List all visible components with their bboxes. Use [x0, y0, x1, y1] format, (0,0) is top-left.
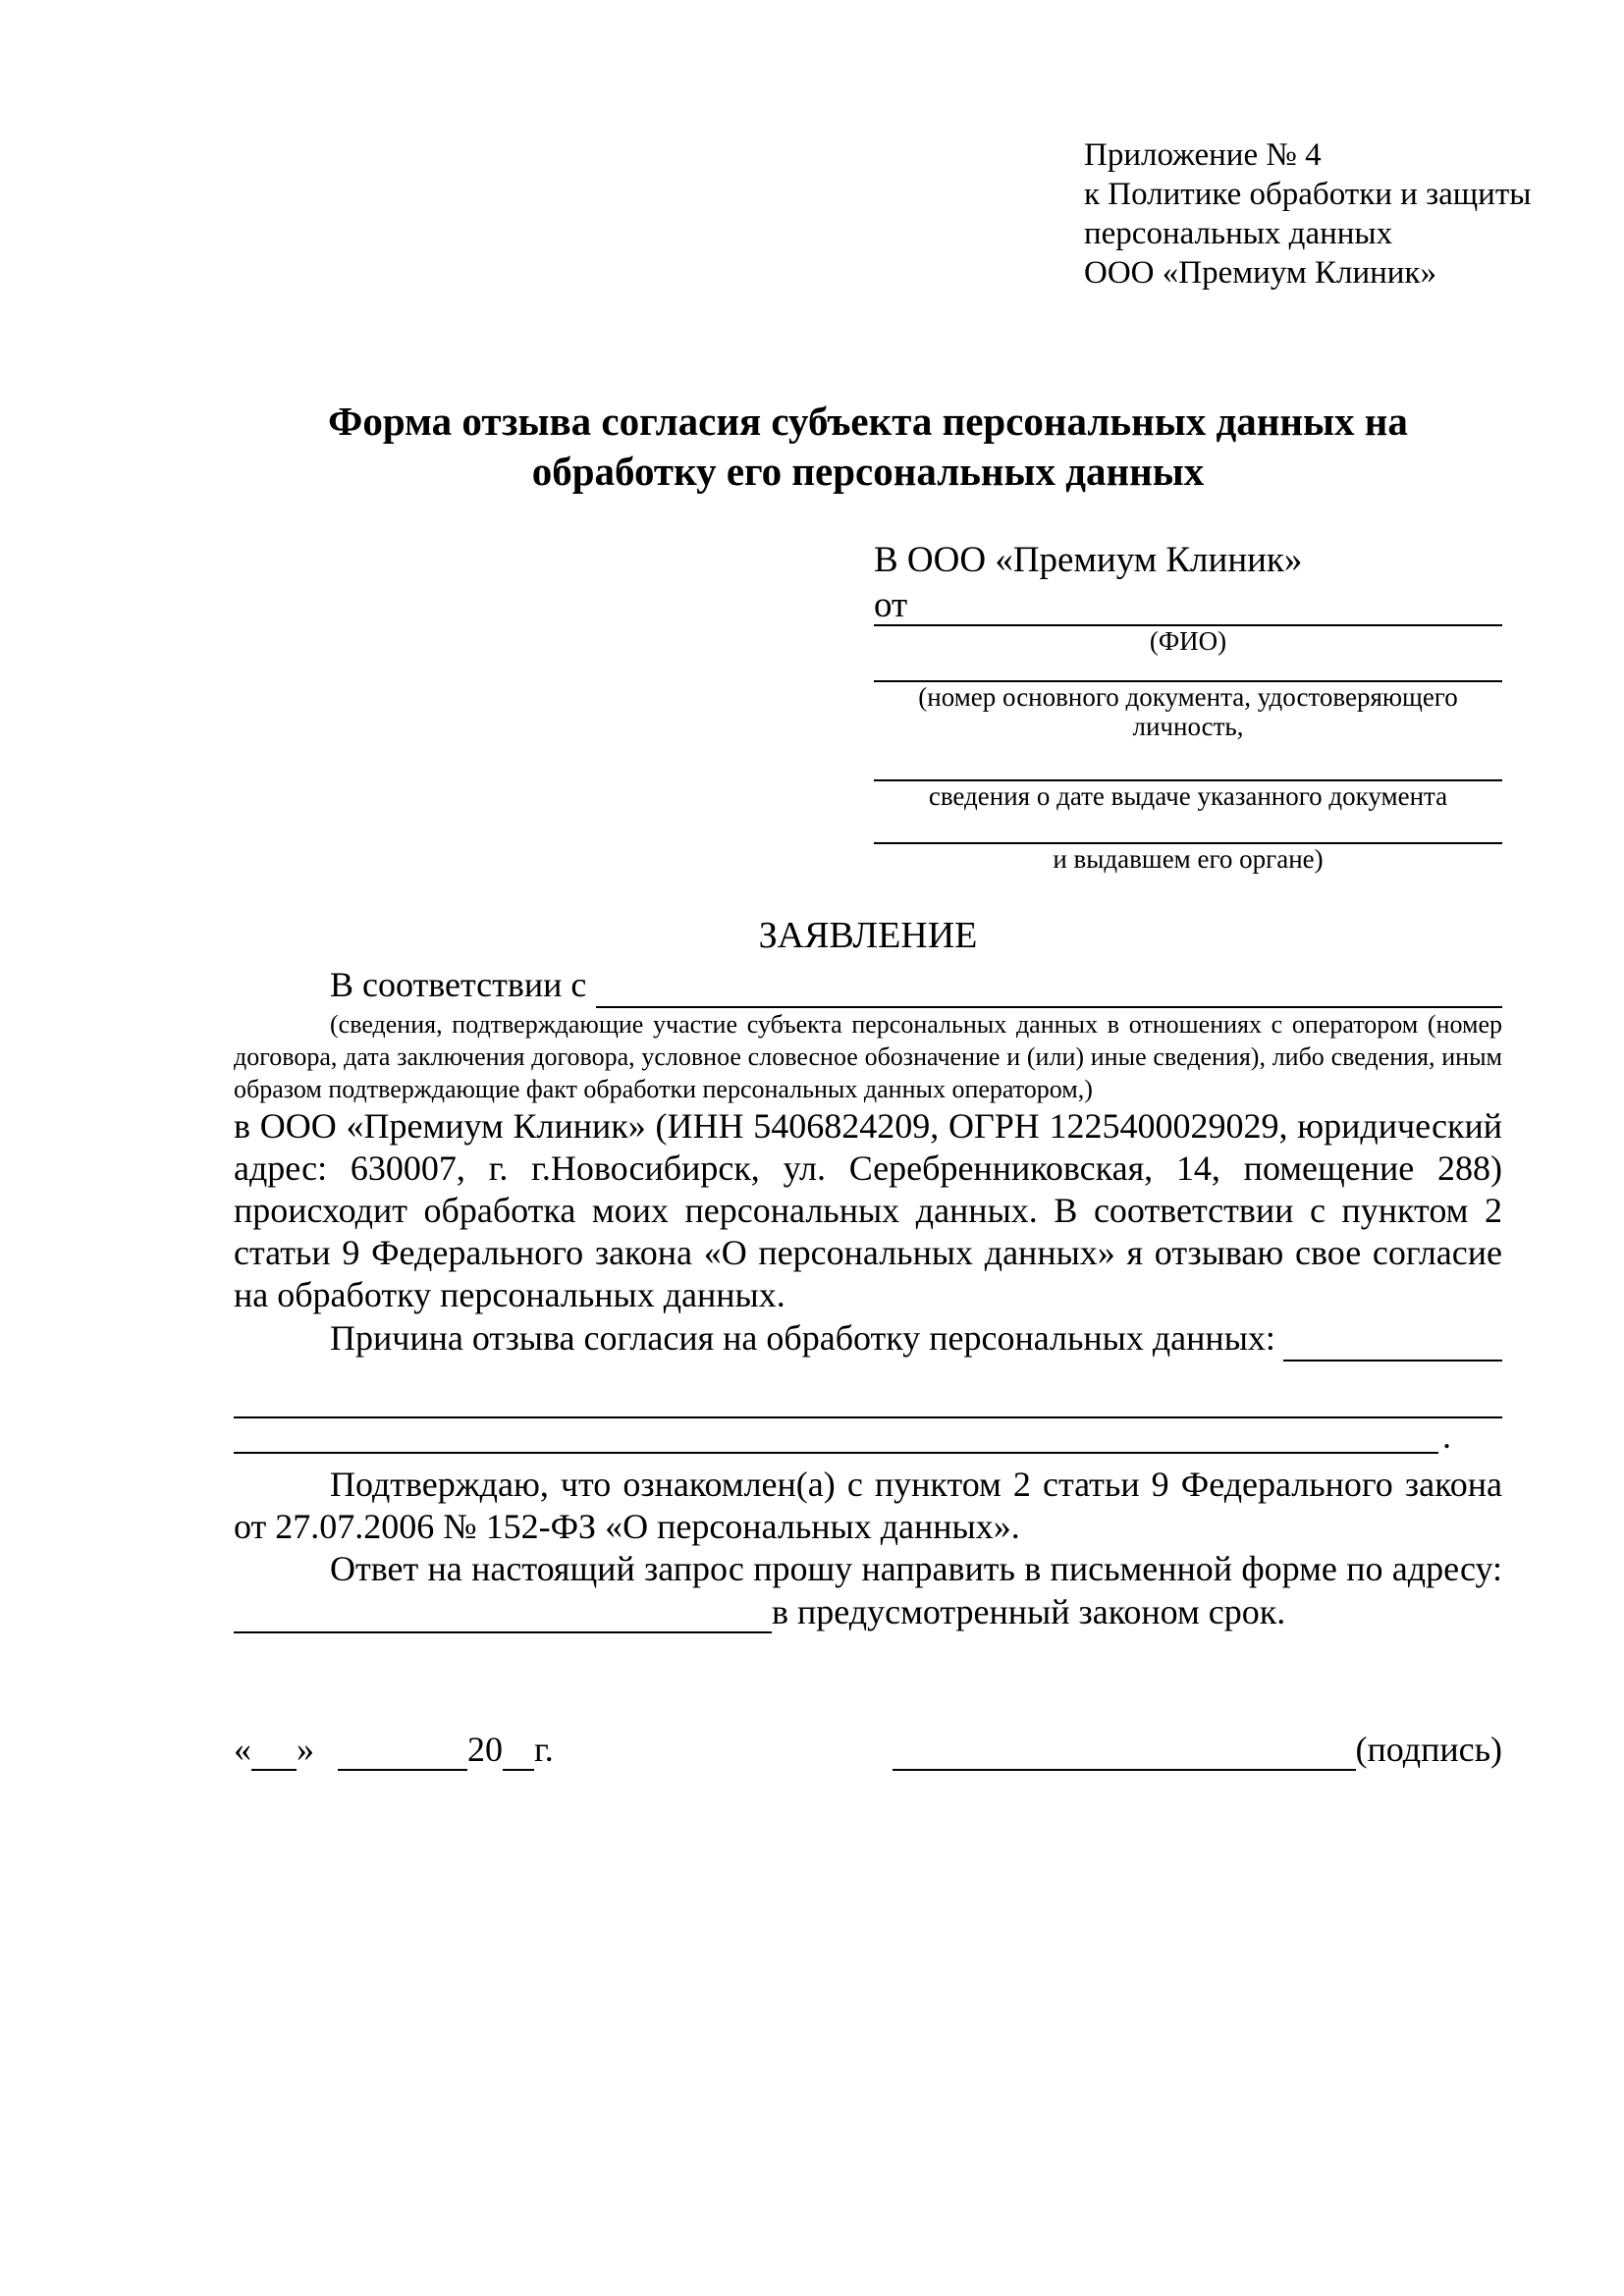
date-open-quote: « — [234, 1730, 251, 1769]
signature-blank-line — [893, 1728, 1356, 1771]
date-close-quote: » — [297, 1730, 314, 1769]
month-blank-line — [338, 1728, 467, 1771]
document-number-caption: (номер основного документа, удостоверяющего личность, — [918, 682, 1458, 741]
reply-tail-text: в предусмотренный законом срок. — [772, 1592, 1286, 1631]
document-number-blank-line — [874, 656, 1502, 682]
document-title: Форма отзыва согласия субъекта персональных данных на обработку его персональных данных — [328, 399, 1408, 494]
signature-group — [893, 1728, 1502, 1771]
recipient-block — [874, 538, 1502, 874]
reply-address-row — [234, 1590, 1502, 1633]
footnote-text: (сведения, подтверждающие участие субъекта персональных данных в отношениях с оператором (номер договора, дата заключения договора, условное словесное обозначение и (или) иные сведения), либо сведения, иным образом подтверждающие факт обработки персональных данных оператором,) — [234, 1010, 1502, 1103]
body-paragraph: в ООО «Премиум Клиник» (ИНН 5406824209, ОГРН 1225400029029, юридический адрес: 630007, г. г.Новосибирск, ул. Серебренниковская, 14, помещение 288) происходит обработка моих персональных данных. В соответствии с пунктом 2 статьи 9 Федерального закона «О персональных данных» я отзываю свое согласие на обработку персональных данных. — [234, 1106, 1502, 1314]
signature-caption: (подпись) — [1355, 1730, 1502, 1769]
date-signature-row — [234, 1728, 1502, 1771]
appendix-line: Приложение № 4 — [1084, 137, 1322, 173]
day-blank-line — [251, 1728, 297, 1771]
accordance-label: В соответствии с — [330, 965, 587, 1004]
year-blank-line — [503, 1728, 534, 1771]
accordance-blank-line — [596, 963, 1502, 1008]
statement-heading: ЗАЯВЛЕНИЕ — [758, 915, 978, 956]
reason-blank-line — [1283, 1316, 1502, 1362]
accordance-row — [234, 963, 1502, 1008]
appendix-block — [1084, 135, 1532, 293]
reason-row — [234, 1316, 1502, 1362]
date-century: 20 — [467, 1730, 503, 1769]
reply-request-line: Ответ на настоящий запрос прошу направить в письменной форме по адресу: — [330, 1549, 1502, 1588]
issue-date-blank-line — [874, 741, 1502, 781]
date-group — [234, 1728, 554, 1771]
appendix-line: к Политике обработки и защиты — [1084, 177, 1532, 212]
appendix-line: ООО «Премиум Клиник» — [1084, 255, 1436, 291]
issue-date-caption: сведения о дате выдаче указанного документа — [928, 781, 1448, 811]
fio-caption: (ФИО) — [1149, 626, 1227, 656]
reason-blank-line-2 — [234, 1418, 1438, 1454]
date-year-suffix: г. — [534, 1730, 554, 1769]
reason-write-line-2 — [234, 1418, 1502, 1454]
appendix-line: персональных данных — [1084, 216, 1393, 251]
reason-write-line-1 — [234, 1362, 1502, 1418]
reason-label: Причина отзыва согласия на обработку персональных данных: — [330, 1318, 1275, 1358]
recipient-from-label: от — [874, 585, 908, 625]
issuer-caption: и выдавшем его органе) — [1053, 844, 1324, 874]
sentence-period: . — [1442, 1416, 1451, 1456]
confirmation-paragraph: Подтверждаю, что ознакомлен(а) с пунктом 2 статьи 9 Федерального закона от 27.07.2006 № 152-ФЗ «О персональных данных». — [234, 1465, 1502, 1546]
address-blank-line — [234, 1590, 772, 1633]
recipient-organization: В ООО «Премиум Клиник» — [874, 540, 1303, 580]
issuer-blank-line — [874, 811, 1502, 844]
